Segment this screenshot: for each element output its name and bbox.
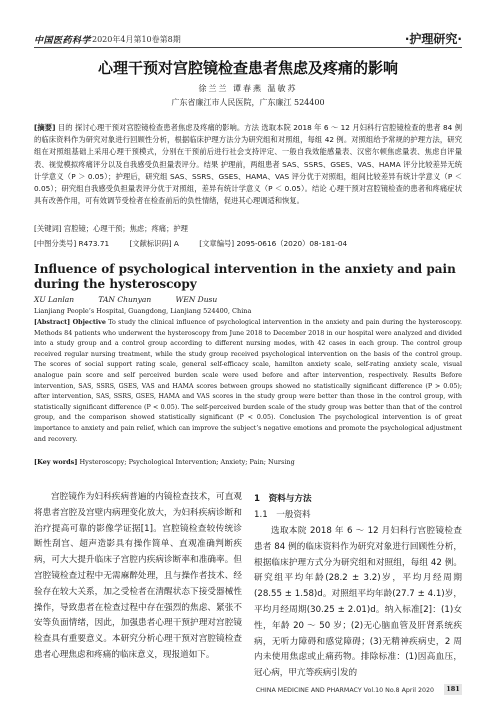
keywords-cn: [34, 224, 462, 234]
keywords-cn-label: [关键词]: [34, 224, 62, 233]
section-label: ·护理研究·: [404, 32, 462, 46]
abstract-en-label: [Abstract] Objective: [34, 319, 106, 326]
affiliation-en: Lianjiang People’s Hospital, Guangdong, Lianjiang 524400, China: [34, 307, 252, 315]
affiliation-cn: 广东省廉江市人民医院，广东廉江 524400: [171, 98, 325, 107]
class-number: [中图分类号] R473.71: [34, 239, 110, 248]
section-heading: 1 资料与方法: [254, 494, 312, 504]
keywords-en-label: [Key words]: [34, 458, 78, 466]
journal-name: 中国医药科学: [34, 36, 92, 46]
issue-info: 2020年4月第10卷第8期: [92, 35, 181, 44]
footer-journal-text: CHINA MEDICINE AND PHARMACY Vol.10 No.8 April 2020: [255, 687, 434, 694]
abstract-cn: [34, 122, 462, 207]
body-right-column: 选取本院 2018 年 6 ～ 12 月妇科行宫腔镜检查患者 84 例的临床资料作为研究对象进行回顾性分析，根据临床护理方式分为研究组和对照组，每组 42 例。研究组平均年龄(28.2 ± 3.2)岁，平均月经周期(28.55 ± 1.58)d。对照组平均年龄(27.7 ± 4.1)岁，平均月经周期(30.25 ± 2.01)d。纳入标准[2]：(1)女性，年龄 20 ～ 50 岁；(2)无心脑血管及肝肾系统疾病，无听力障碍和感觉障碍；(3)无精神疾病史，2 周内未使用焦虑或止痛药物。排除标准：(1)因高血压，冠心病，甲亢等疾病引发的: [254, 526, 462, 679]
authors-en: [34, 295, 239, 304]
keywords-en-text: Hysteroscopy; Psychological Intervention; Anxiety; Pain; Nursing: [77, 458, 295, 466]
author-en: XU Lanlan: [34, 295, 75, 304]
abstract-cn-text: 目的 探讨心理干预对宫腔镜检查患者焦虑及疼痛的影响。方法 选取本院 2018 年 6 ～ 12 月妇科行宫腔镜检查的患者 84 例的临床资料作为研究对象进行回顾性分析，根据临床护理方法分为研究组和对照组，每组 42 例。对照组给予常规的护理方法，研究组在对照组基础上采用心理干预模式，分别在干预前后进行社会支持评定、一般自我效能感量表、汉密尔顿焦虑量表、焦虑自评量表、视觉模拟疼痛评分以及自我感受负担量表评分。结果 护理前，两组患者 SAS、SSRS、GSES、VAS、HAMA 评分比较差异无统计学意义（P ＞ 0.05）；护理后，研究组 SAS、SSRS、GSES、HAMA、VAS 评分优于对照组，组间比较差异有统计学意义（P ＜ 0.05）；研究组自我感受负担量表评分优于对照组，差异有统计学意义（P ＜ 0.05）。结论 心理干预对宫腔镜检查的患者和疼痛症状具有改善作用，可有效调节受检者在检查前后的负性情绪，促进其心理调适和恢复。: [34, 123, 462, 206]
article-title-en: Influence of psychological intervention in the anxiety and pain during the hysteroscopy: [34, 262, 456, 291]
page-number: 181: [444, 684, 462, 695]
keywords-en: [34, 458, 462, 466]
footer-journal: [256, 687, 462, 694]
keywords-cn-text: 宫腔镜；心理干预；焦虑；疼痛；护理: [63, 224, 188, 233]
body-left-column: 宫腔镜作为妇科疾病普遍的内镜检查技术，可直观将患者宫腔及宫壁内病理变化放大，为妇科疾病诊断和治疗提高可靠的影像学证据[1]。宫腔镜检查较传统诊断性刮宫、超声造影具有操作简单、直观准确判断疾病，可大大提升临床子宫腔内疾病诊断率和准确率。但宫腔镜检查过程中无需麻醉处理，且与操作者技术、经验存在较大关系，加之受检者在清醒状态下接受器械性操作，导致患者在检查过程中存在强烈的焦虑、紧张不安等负面情绪，因此，加强患者心理干预护理对宫腔镜检查具有重要意义。本研究分析心理干预对宫腔镜检查患者心理焦虑和疼痛的临床意义，现报道如下。: [34, 492, 242, 660]
author-en: TAN Chunyan: [98, 295, 152, 304]
abstract-en-text: To study the clinical influence of psychological intervention in the anxiety and pain during the hysteroscopy. Methods 84 patients who underwent the hysteroscopy from June 2018 to December 2018 in our hospital were analyzed and divided into a study group and a control group according to different nursing modes, with 42 cases in each group. The control group received regular nursing treatment, while the study group received psychological intervention on the basis of the control group. The scores of social support rating scale, general self-efficacy scale, hamilton anxiety scale, self-rating anxiety scale, visual analogue pain score and self perceived burden scale were used before and after intervention, respectively. Results Before intervention, SAS, SSRS, GSES, VAS and HAMA scores between groups showed no statistically significant difference (P > 0.05); after intervention, SAS, SSRS, GSES, HAMA and VAS scores in the study group were better than those in the control group, with statistically significant difference (P < 0.05). The self-perceived burden scale of the study group was better than that of the control group, and the comparison showed statistically significant (P < 0.05). Conclusion The psychological intervention is of great importance to anxiety and pain relief, which can improve the subject’s negative emotions and promote the psychological adjustment and recovery.: [34, 319, 462, 443]
article-number: [文章编号] 2095-0616（2020）08-181-04: [199, 239, 348, 248]
article-title-cn: 心理干预对宫腔镜检查患者焦虑及疼痛的影响: [97, 59, 398, 77]
classification-row: [34, 239, 462, 249]
authors-cn: 徐兰兰 谭春燕 温敏苏: [198, 84, 298, 93]
subsection-heading: 1.1 一般资料: [254, 510, 311, 520]
author-en: WEN Dusu: [175, 295, 218, 304]
doc-code: [文献标识码] A: [129, 239, 179, 248]
header-rule: [34, 47, 462, 48]
abstract-en: [34, 318, 462, 445]
abstract-cn-label: [摘要]: [34, 123, 56, 132]
